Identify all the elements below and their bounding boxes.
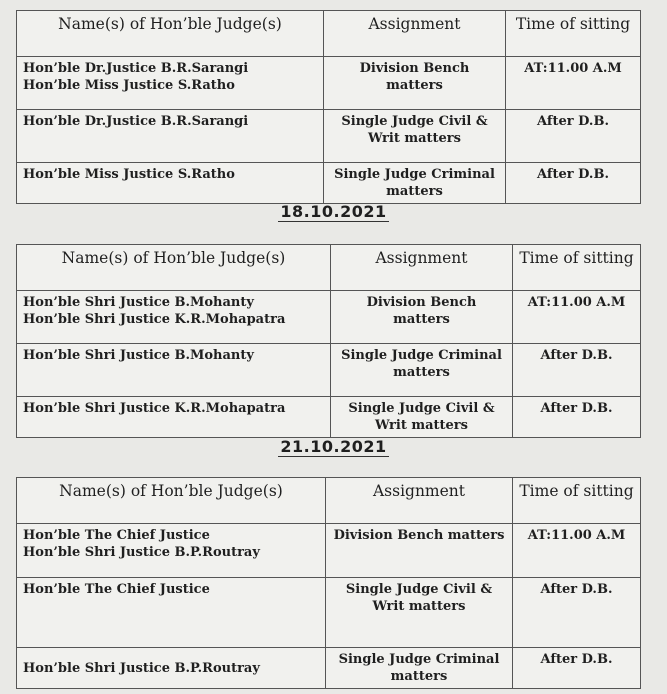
time-cell: AT:11.00 A.M: [513, 524, 641, 578]
time-cell: After D.B.: [506, 110, 641, 163]
judges-cell: [17, 578, 326, 648]
header-row: [17, 245, 641, 291]
header-row: [17, 11, 641, 57]
table-row: [17, 524, 641, 578]
time-cell: After D.B.: [506, 163, 641, 204]
judges-cell: [17, 57, 324, 110]
judges-cell: [17, 291, 331, 344]
assignment-header: Assignment: [331, 245, 513, 291]
judge-name: Hon’ble Shri Justice B.Mohanty: [23, 295, 254, 310]
assignment-cell: Single Judge Criminal matters: [324, 163, 506, 204]
table-row: [17, 648, 641, 689]
time-header: Time of sitting: [513, 478, 641, 524]
judge-name: Hon’ble Shri Justice K.R.Mohapatra: [23, 401, 286, 416]
time-cell: AT:11.00 A.M: [506, 57, 641, 110]
table-row: [17, 291, 641, 344]
time-header: Time of sitting: [506, 11, 641, 57]
judges-cell: [17, 397, 331, 438]
judges-cell: [17, 344, 331, 397]
assignment-cell: Division Bench matters: [326, 524, 513, 578]
judges-cell: [17, 163, 324, 204]
table-row: [17, 110, 641, 163]
date-text: 21.10.2021: [280, 437, 387, 456]
assignment-cell: Single Judge Criminal matters: [331, 344, 513, 397]
judge-name: Hon’ble Dr.Justice B.R.Sarangi: [23, 114, 249, 129]
table-row: [17, 578, 641, 648]
judge-name: Hon’ble Miss Justice S.Ratho: [23, 167, 235, 182]
time-cell: After D.B.: [513, 344, 641, 397]
time-cell: After D.B.: [513, 648, 641, 689]
section-date: [0, 437, 667, 456]
date-text: 18.10.2021: [280, 202, 387, 221]
judges-header: Name(s) of Hon’ble Judge(s): [17, 11, 324, 57]
table-row: [17, 163, 641, 204]
header-row: [17, 478, 641, 524]
judge-name: Hon’ble Shri Justice B.Mohanty: [23, 348, 254, 363]
assignment-cell: Single Judge Civil & Writ matters: [326, 578, 513, 648]
assignment-cell: Single Judge Criminal matters: [326, 648, 513, 689]
judge-name: Hon’ble Shri Justice B.P.Routray: [23, 545, 260, 560]
table-row: [17, 397, 641, 438]
judge-name: Hon’ble Shri Justice K.R.Mohapatra: [23, 312, 286, 327]
assignment-cell: Division Bench matters: [331, 291, 513, 344]
time-cell: AT:11.00 A.M: [513, 291, 641, 344]
table-row: [17, 57, 641, 110]
time-header: Time of sitting: [513, 245, 641, 291]
assignment-header: Assignment: [324, 11, 506, 57]
assignment-cell: Division Bench matters: [324, 57, 506, 110]
time-cell: After D.B.: [513, 578, 641, 648]
section-date: [0, 202, 667, 221]
judges-header: Name(s) of Hon’ble Judge(s): [17, 245, 331, 291]
judge-name: Hon’ble Shri Justice B.P.Routray: [23, 660, 260, 676]
table-row: [17, 344, 641, 397]
judges-cell: [17, 110, 324, 163]
judges-cell: [17, 524, 326, 578]
judge-name: Hon’ble Dr.Justice B.R.Sarangi: [23, 61, 249, 76]
assignment-cell: Single Judge Civil & Writ matters: [324, 110, 506, 163]
assignment-cell: Single Judge Civil & Writ matters: [331, 397, 513, 438]
judge-name: Hon’ble Miss Justice S.Ratho: [23, 78, 235, 93]
time-cell: After D.B.: [513, 397, 641, 438]
judge-name: Hon’ble The Chief Justice: [23, 528, 210, 543]
schedule-table-3: [16, 477, 641, 689]
judges-cell: [17, 648, 326, 689]
judges-header: Name(s) of Hon’ble Judge(s): [17, 478, 326, 524]
schedule-table-2: [16, 244, 641, 438]
judge-name: Hon’ble The Chief Justice: [23, 582, 210, 597]
assignment-header: Assignment: [326, 478, 513, 524]
schedule-table-1: [16, 10, 641, 204]
